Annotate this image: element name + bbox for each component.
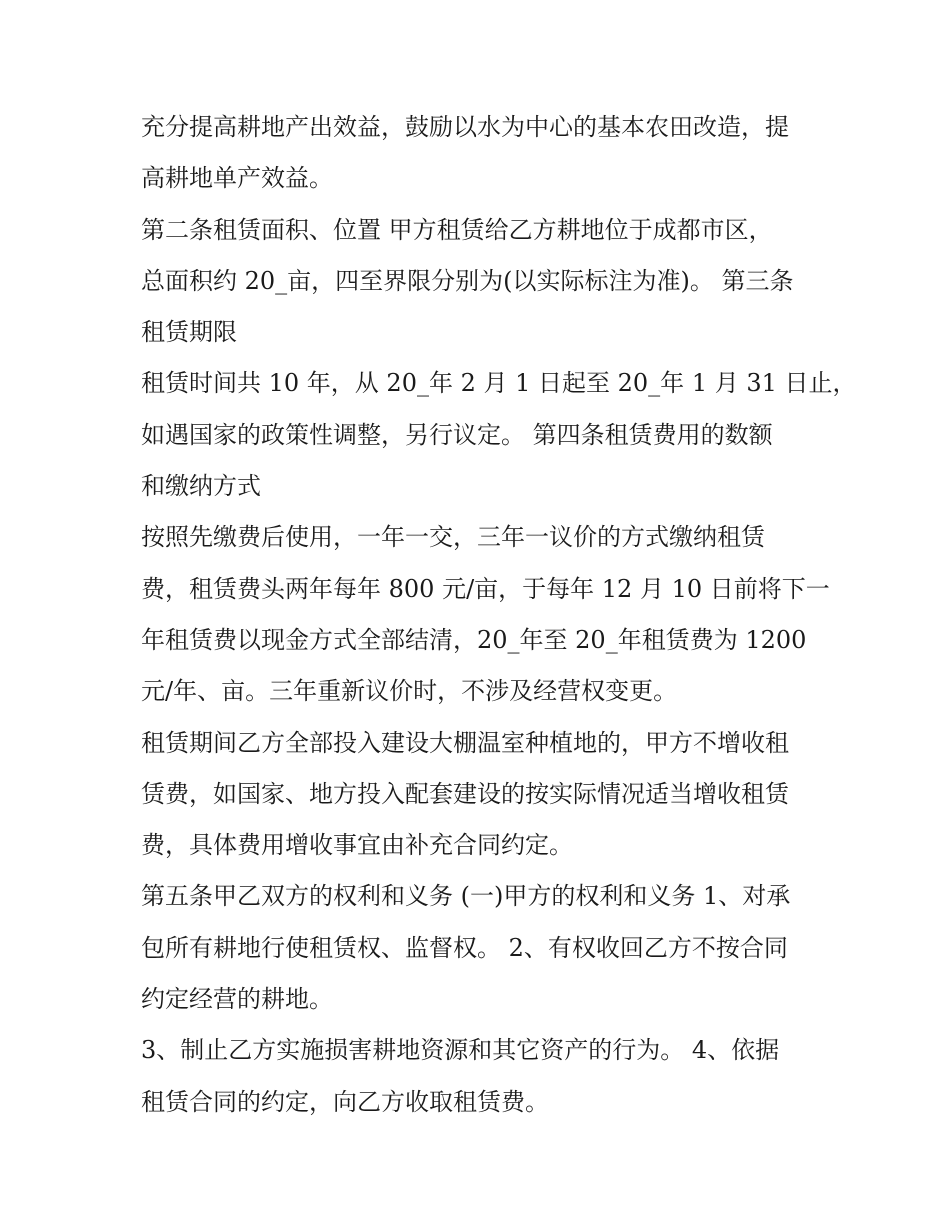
text-line: 充分提高耕地产出效益，鼓励以水为中心的基本农田改造，提 — [141, 113, 789, 141]
text-line: 约定经营的耕地。 — [141, 985, 333, 1014]
text-line: 元/年、亩。三年重新议价时，不涉及经营权变更。 — [141, 677, 678, 706]
text-line: 费，租赁费头两年每年 800 元/亩，于每年 12 月 10 日前将下一 — [141, 574, 830, 603]
text-line: 第五条甲乙双方的权利和义务 (一)甲方的权利和义务 1、对承 — [141, 882, 791, 911]
text-line: 3、制止乙方实施损害耕地资源和其它资产的行为。 4、依据 — [141, 1036, 780, 1065]
text-line: 如遇国家的政策性调整，另行议定。 第四条租赁费用的数额 — [141, 420, 773, 449]
document-body — [141, 102, 857, 1128]
text-line: 租赁期限 — [141, 318, 237, 347]
text-line: 第二条租赁面积、位置 甲方租赁给乙方耕地位于成都市区， — [141, 215, 773, 244]
text-line: 高耕地单产效益。 — [141, 164, 333, 193]
text-line: 费，具体费用增收事宜由补充合同约定。 — [141, 831, 573, 860]
text-line: 按照先缴费后使用，一年一交，三年一议价的方式缴纳租赁 — [141, 523, 765, 552]
text-line: 租赁时间共 10 年，从 20_年 2 月 1 日起至 20_年 1 月 31 日止， — [141, 369, 857, 398]
text-line: 租赁合同的约定，向乙方收取租赁费。 — [141, 1087, 549, 1116]
text-line: 租赁期间乙方全部投入建设大棚温室种植地的，甲方不增收租 — [141, 728, 789, 757]
text-line: 赁费，如国家、地方投入配套建设的按实际情况适当增收租赁 — [141, 779, 789, 808]
text-line: 和缴纳方式 — [141, 472, 261, 501]
text-line: 年租赁费以现金方式全部结清，20_年至 20_年租赁费为 1200 — [141, 625, 807, 654]
text-line: 包所有耕地行使租赁权、监督权。 2、有权收回乙方不按合同 — [141, 933, 788, 962]
text-line: 总面积约 20_亩，四至界限分别为(以实际标注为准)。 第三条 — [141, 266, 794, 295]
